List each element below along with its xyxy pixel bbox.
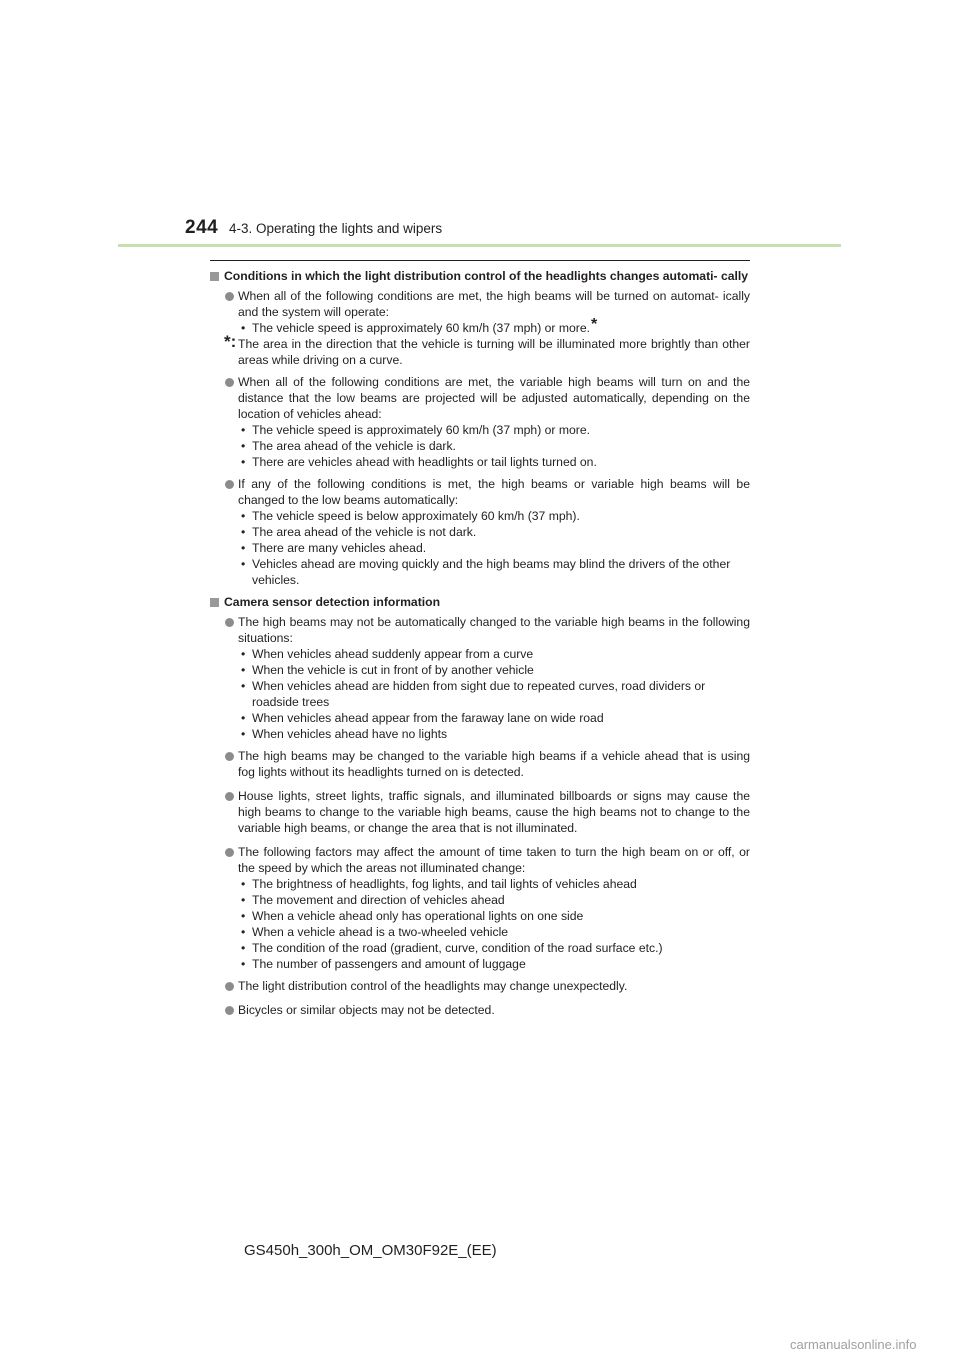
circle-bullet-icon — [225, 480, 234, 489]
bullet-item — [210, 476, 750, 508]
sub-item — [210, 726, 750, 742]
sub-bullet-mark: • — [241, 321, 246, 335]
spacer — [210, 1018, 750, 1026]
sub-item-text: The vehicle speed is approximately 60 km/h (37 mph) or more. — [252, 321, 591, 335]
watermark: carmanualsonline.info — [790, 1337, 917, 1352]
sub-item — [210, 710, 750, 726]
circle-bullet-icon — [225, 292, 234, 301]
sub-item-text: The vehicle speed is below approximately 60 km/h (37 mph). — [252, 509, 580, 523]
sub-item — [210, 316, 750, 336]
sub-bullet-mark: • — [241, 941, 246, 955]
bullet-text: If any of the following conditions is met, the high beams or variable high beams will be changed to the low beams automatically: — [238, 477, 750, 507]
sub-item-text: The movement and direction of vehicles ahead — [252, 893, 505, 907]
sub-item — [210, 940, 750, 956]
sub-bullet-mark: • — [241, 957, 246, 971]
sub-bullet-mark: • — [241, 711, 246, 725]
sub-item-text: When vehicles ahead have no lights — [252, 727, 448, 741]
sub-item — [210, 556, 750, 588]
sub-bullet-mark: • — [241, 727, 246, 741]
sub-item — [210, 508, 750, 524]
sub-bullet-mark: • — [241, 557, 246, 571]
sub-item-text: The vehicle speed is approximately 60 km/h (37 mph) or more. — [252, 423, 591, 437]
sub-bullet-mark: • — [241, 877, 246, 891]
bullet-text: The high beams may be changed to the variable high beams if a vehicle ahead that is using fog lights without its headlights turned on is detected. — [238, 749, 750, 779]
sub-item — [210, 956, 750, 972]
sub-item-text: When vehicles ahead are hidden from sight due to repeated curves, road dividers or roadside trees — [252, 679, 706, 709]
bullet-text: The high beams may not be automatically changed to the variable high beams in the following situations: — [238, 615, 750, 645]
circle-bullet-icon — [225, 752, 234, 761]
sub-item-text: When vehicles ahead appear from the faraway lane on wide road — [252, 711, 604, 725]
circle-bullet-icon — [225, 792, 234, 801]
sub-item-text: There are many vehicles ahead. — [252, 541, 427, 555]
content-area — [210, 268, 750, 1026]
bullet-text: The following factors may affect the amount of time taken to turn the high beam on or off, or the speed by which the areas not illuminated change: — [238, 845, 750, 875]
bullet-item — [210, 748, 750, 780]
bullet-item — [210, 374, 750, 422]
sub-item-text: There are vehicles ahead with headlights or tail lights turned on. — [252, 455, 597, 469]
bullet-text: House lights, street lights, traffic signals, and illuminated billboards or signs may cause the high beams to change to the variable high beams, cause the high beams not to change to the variable high beams, or change the area that is not illuminated. — [238, 789, 750, 835]
sub-bullet-mark: • — [241, 679, 246, 693]
sub-bullet-mark: • — [241, 423, 246, 437]
square-bullet-icon — [210, 598, 219, 607]
bullet-text: When all of the following conditions are met, the variable high beams will turn on and the distance that the low beams are projected will be adjusted automatically, depending on the location of vehicles ahead: — [238, 375, 750, 421]
bullet-item — [210, 614, 750, 646]
bullet-text: Bicycles or similar objects may not be detected. — [238, 1003, 495, 1017]
sub-item — [210, 876, 750, 892]
bullet-text: When all of the following conditions are met, the high beams will be turned on automat- ically and the system will operate: — [238, 289, 750, 319]
section-title: 4-3. Operating the lights and wipers — [229, 221, 443, 236]
circle-bullet-icon — [225, 1006, 234, 1015]
footnote-marker: * — [591, 316, 598, 333]
page-number: 244 — [185, 217, 219, 238]
sub-bullet-mark: • — [241, 909, 246, 923]
footnote — [210, 332, 750, 368]
sub-item-text: The area ahead of the vehicle is not dark. — [252, 525, 477, 539]
sub-item-text: When a vehicle ahead is a two-wheeled vehicle — [252, 925, 509, 939]
bullet-item — [210, 978, 750, 994]
spacer — [210, 836, 750, 844]
bullet-item — [210, 288, 750, 320]
sub-bullet-mark: • — [241, 439, 246, 453]
sub-item-text: The brightness of headlights, fog lights, and tail lights of vehicles ahead — [252, 877, 637, 891]
document-code: GS450h_300h_OM_OM30F92E_(EE) — [244, 1242, 497, 1259]
sub-item-text: When vehicles ahead suddenly appear from a curve — [252, 647, 534, 661]
circle-bullet-icon — [225, 848, 234, 857]
sub-item — [210, 422, 750, 438]
footnote-star — [224, 334, 236, 350]
sub-bullet-mark: • — [241, 663, 246, 677]
section-heading — [210, 594, 750, 610]
footnote-separator: : — [230, 332, 237, 351]
content-top-rule — [210, 260, 750, 261]
sub-item-text: The condition of the road (gradient, curve, condition of the road surface etc.) — [252, 941, 663, 955]
sub-item-text: Vehicles ahead are moving quickly and the high beams may blind the drivers of the other vehicles. — [252, 557, 731, 587]
sub-bullet-mark: • — [241, 509, 246, 523]
sub-item — [210, 524, 750, 540]
sub-item-text: When the vehicle is cut in front of by another vehicle — [252, 663, 534, 677]
section-heading-text: Conditions in which the light distribution control of the headlights changes automati- cally — [224, 269, 749, 283]
header-rule — [118, 244, 841, 247]
sub-item — [210, 924, 750, 940]
spacer — [210, 780, 750, 788]
sub-item — [210, 454, 750, 470]
square-bullet-icon — [210, 272, 219, 281]
sub-item — [210, 646, 750, 662]
bullet-item — [210, 844, 750, 876]
sub-bullet-mark: • — [241, 455, 246, 469]
section-heading — [210, 268, 750, 284]
spacer — [210, 994, 750, 1002]
sub-bullet-mark: • — [241, 525, 246, 539]
circle-bullet-icon — [225, 378, 234, 387]
sub-item-text: The number of passengers and amount of luggage — [252, 957, 526, 971]
circle-bullet-icon — [225, 618, 234, 627]
circle-bullet-icon — [225, 982, 234, 991]
sub-bullet-mark: • — [241, 925, 246, 939]
sub-item — [210, 908, 750, 924]
bullet-item — [210, 1002, 750, 1018]
sub-bullet-mark: • — [241, 647, 246, 661]
bullet-item — [210, 788, 750, 836]
section-heading-text: Camera sensor detection information — [224, 595, 441, 609]
sub-bullet-mark: • — [241, 541, 246, 555]
sub-item — [210, 662, 750, 678]
sub-item — [210, 540, 750, 556]
bullet-text: The light distribution control of the headlights may change unexpectedly. — [238, 979, 628, 993]
footnote-star-mark: * — [224, 332, 231, 351]
sub-item — [210, 438, 750, 454]
sub-item — [210, 678, 750, 710]
sub-item-text: When a vehicle ahead only has operational lights on one side — [252, 909, 584, 923]
sub-item — [210, 892, 750, 908]
footnote-text: The area in the direction that the vehicle is turning will be illuminated more brightly than other areas while driving on a curve. — [238, 337, 750, 367]
sub-bullet-mark: • — [241, 893, 246, 907]
sub-item-text: The area ahead of the vehicle is dark. — [252, 439, 456, 453]
